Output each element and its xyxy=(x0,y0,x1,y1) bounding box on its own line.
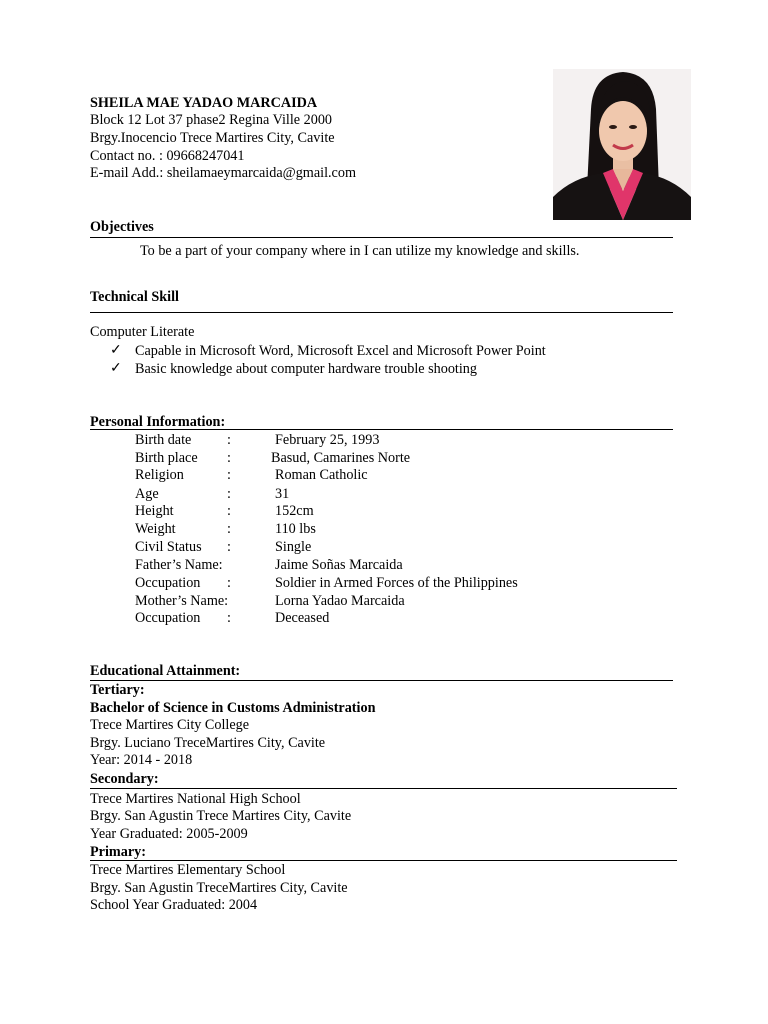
personal-info-label: Occupation xyxy=(135,610,201,626)
contact-number: Contact no. : 09668247041 xyxy=(90,148,245,164)
personal-info-value: Deceased xyxy=(275,610,330,626)
personal-info-label: Religion xyxy=(135,467,184,483)
personal-info-value: Jaime Soñas Marcaida xyxy=(275,557,403,573)
objectives-divider xyxy=(90,237,673,238)
tertiary-school: Trece Martires City College xyxy=(90,717,250,733)
personal-info-value: February 25, 1993 xyxy=(275,432,380,448)
personal-info-colon: : xyxy=(227,575,231,591)
personal-info-label: Mother’s Name: xyxy=(135,593,229,609)
personal-info-value: Soldier in Armed Forces of the Philippines xyxy=(275,575,518,591)
personal-info-value: 110 lbs xyxy=(275,521,316,537)
personal-info-value: 152cm xyxy=(275,503,314,519)
profile-photo xyxy=(553,69,691,220)
personal-info-heading: Personal Information: xyxy=(90,414,226,430)
objectives-heading: Objectives xyxy=(90,219,154,235)
personal-info-colon: : xyxy=(227,521,231,537)
technical-skill-intro: Computer Literate xyxy=(90,324,195,340)
technical-skill-heading: Technical Skill xyxy=(90,289,179,305)
secondary-school: Trece Martires National High School xyxy=(90,791,301,807)
check-icon: ✓ xyxy=(110,360,122,376)
secondary-year: Year Graduated: 2005-2009 xyxy=(90,826,248,842)
address-line-1: Block 12 Lot 37 phase2 Regina Ville 2000 xyxy=(90,112,333,128)
primary-school: Trece Martires Elementary School xyxy=(90,862,286,878)
personal-info-colon: : xyxy=(227,450,231,466)
secondary-heading: Secondary: xyxy=(90,771,159,787)
education-divider xyxy=(90,680,673,681)
personal-info-label: Occupation xyxy=(135,575,201,591)
personal-info-label: Birth place xyxy=(135,450,198,466)
tertiary-heading: Tertiary: xyxy=(90,682,145,698)
personal-info-value: Single xyxy=(275,539,312,555)
personal-info-colon: : xyxy=(227,486,231,502)
technical-skill-divider xyxy=(90,312,673,313)
technical-skill-item: Capable in Microsoft Word, Microsoft Excel and Microsoft Power Point xyxy=(135,343,546,359)
secondary-divider xyxy=(90,788,677,789)
primary-heading: Primary: xyxy=(90,844,146,860)
address-line-2: Brgy.Inocencio Trece Martires City, Cavite xyxy=(90,130,335,146)
personal-info-label: Weight xyxy=(135,521,176,537)
personal-info-colon: : xyxy=(227,467,231,483)
personal-info-label: Age xyxy=(135,486,159,502)
email-address: E-mail Add.: sheilamaeymarcaida@gmail.com xyxy=(90,165,356,181)
personal-info-colon: : xyxy=(227,503,231,519)
personal-info-label: Height xyxy=(135,503,174,519)
applicant-name: SHEILA MAE YADAO MARCAIDA xyxy=(90,95,318,111)
tertiary-year: Year: 2014 - 2018 xyxy=(90,752,193,768)
education-heading: Educational Attainment: xyxy=(90,663,241,679)
personal-info-divider xyxy=(90,429,673,430)
personal-info-value: Lorna Yadao Marcaida xyxy=(275,593,405,609)
personal-info-value: 31 xyxy=(275,486,290,502)
secondary-address: Brgy. San Agustin Trece Martires City, Cavite xyxy=(90,808,352,824)
primary-year: School Year Graduated: 2004 xyxy=(90,897,258,913)
tertiary-degree: Bachelor of Science in Customs Administration xyxy=(90,700,376,716)
objectives-text: To be a part of your company where in I can utilize my knowledge and skills. xyxy=(140,243,580,259)
personal-info-value: Basud, Camarines Norte xyxy=(271,450,411,466)
personal-info-colon: : xyxy=(227,610,231,626)
tertiary-address: Brgy. Luciano TreceMartires City, Cavite xyxy=(90,735,326,751)
personal-info-colon: : xyxy=(227,432,231,448)
personal-info-value: Roman Catholic xyxy=(275,467,368,483)
personal-info-label: Civil Status xyxy=(135,539,202,555)
primary-address: Brgy. San Agustin TreceMartires City, Cavite xyxy=(90,880,348,896)
personal-info-colon: : xyxy=(227,539,231,555)
technical-skill-item: Basic knowledge about computer hardware trouble shooting xyxy=(135,361,477,377)
personal-info-label: Father’s Name: xyxy=(135,557,223,573)
check-icon: ✓ xyxy=(110,342,122,358)
personal-info-label: Birth date xyxy=(135,432,192,448)
